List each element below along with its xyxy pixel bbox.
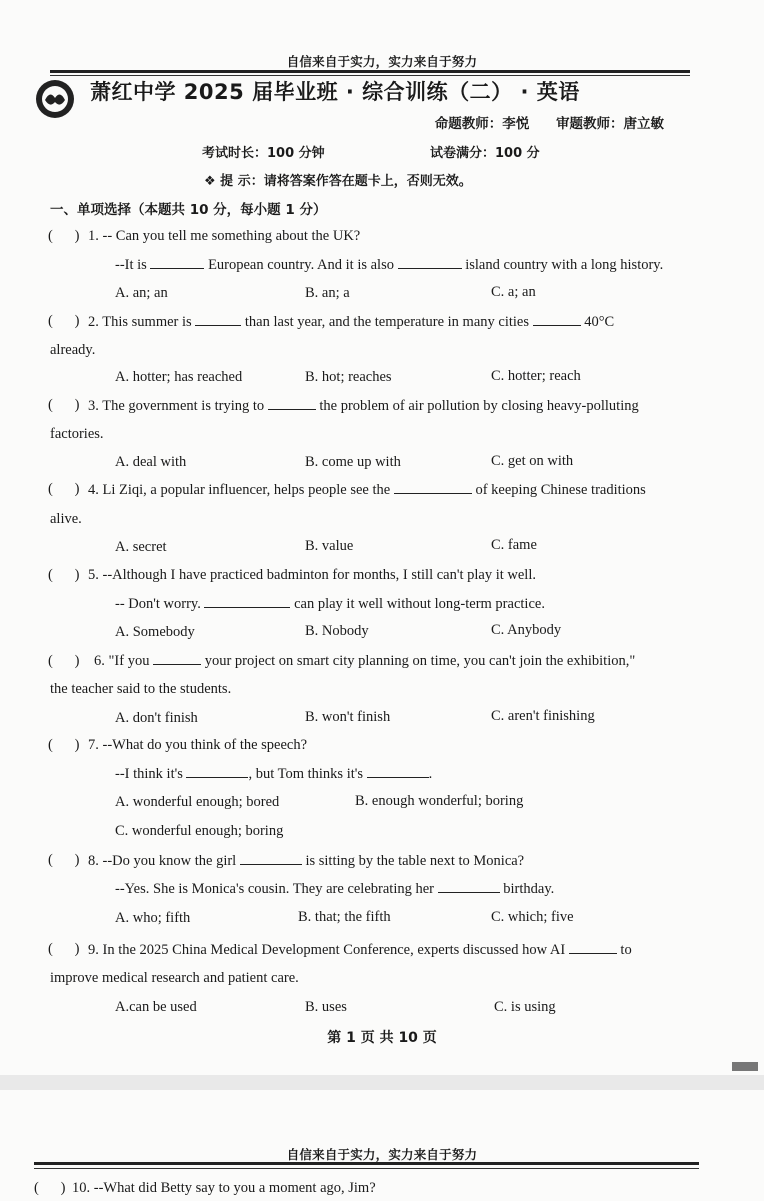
- answer-paren: ( ): [48, 228, 80, 244]
- option-b: B. enough wonderful; boring: [355, 793, 524, 809]
- blank: [394, 481, 472, 494]
- blank: [268, 397, 316, 410]
- option-c: C. aren't finishing: [491, 708, 595, 724]
- answer-paren: ( ): [48, 737, 80, 753]
- blank: [195, 313, 241, 326]
- answer-paren: ( ): [48, 852, 80, 868]
- school-logo-icon: [34, 78, 76, 120]
- option-b: B. that; the fifth: [298, 909, 391, 925]
- option-a: A. wonderful enough; bored: [115, 794, 280, 810]
- question-9: 9. In the 2025 China Medical Development Conference, experts discussed how AI to: [88, 942, 632, 958]
- motto: 自信来自于实力，实力来自于努力: [286, 1147, 478, 1162]
- option-c: C. is using: [494, 999, 556, 1015]
- option-c: C. get on with: [491, 453, 574, 469]
- qr-code-icon: [732, 1062, 758, 1071]
- blank: [398, 256, 462, 269]
- answer-paren: ( ): [48, 567, 80, 583]
- option-a: A. an; an: [115, 285, 168, 301]
- question-8: 8. --Do you know the girl is sitting by the table next to Monica?: [88, 853, 525, 869]
- answer-paren: ( ): [48, 941, 80, 957]
- question-4-line2: alive.: [50, 511, 82, 527]
- question-7: 7. --What do you think of the speech?: [88, 737, 308, 753]
- blank: [367, 765, 429, 778]
- setter-teacher: 命题教师：李悦: [434, 116, 530, 132]
- question-8-line2: --Yes. She is Monica's cousin. They are celebrating her birthday.: [115, 881, 555, 897]
- blank: [153, 652, 201, 665]
- header-rule-thin: [34, 1168, 699, 1169]
- question-1: 1. -- Can you tell me something about the UK?: [88, 228, 361, 244]
- option-a: A. deal with: [115, 454, 187, 470]
- blank: [533, 313, 581, 326]
- option-a: A. who; fifth: [115, 910, 191, 926]
- question-5: 5. --Although I have practiced badminton for months, I still can't play it well.: [88, 567, 536, 583]
- option-b: B. come up with: [305, 454, 401, 470]
- section-title: 一、单项选择（本题共 10 分，每小题 1 分）: [50, 202, 327, 218]
- question-3: 3. The government is trying to the problem of air pollution by closing heavy-polluting: [88, 398, 639, 414]
- option-c: C. wonderful enough; boring: [115, 823, 284, 839]
- option-a: A. secret: [115, 539, 167, 555]
- blank: [204, 595, 290, 608]
- blank: [240, 852, 302, 865]
- question-7-line2: --I think it's , but Tom thinks it's .: [115, 766, 433, 782]
- blank: [569, 941, 617, 954]
- option-c: C. fame: [491, 537, 537, 553]
- answer-paren: ( ): [48, 397, 80, 413]
- exam-duration: 考试时长：100 分钟: [202, 146, 325, 161]
- option-c: C. Anybody: [491, 622, 562, 638]
- exam-tip: ❖ 提 示：请将答案作答在题卡上，否则无效。: [204, 174, 472, 189]
- question-9-line2: improve medical research and patient care.: [50, 970, 299, 986]
- question-2: 2. This summer is than last year, and the temperature in many cities 40°C: [88, 314, 615, 330]
- option-c: C. a; an: [491, 284, 536, 300]
- option-a: A.can be used: [115, 999, 197, 1015]
- page-footer: 第 1 页 共 10 页: [327, 1030, 437, 1046]
- motto: 自信来自于实力，实力来自于努力: [286, 54, 478, 69]
- reviewer-teacher: 审题教师：唐立敏: [556, 116, 664, 132]
- option-b: B. hot; reaches: [305, 369, 392, 385]
- question-1-line2: --It is European country. And it is also island country with a long history.: [115, 257, 664, 273]
- option-c: C. which; five: [491, 909, 574, 925]
- teacher-info: [413, 112, 664, 132]
- question-5-line2: -- Don't worry. can play it well without long-term practice.: [115, 596, 545, 612]
- answer-paren: ( ): [48, 313, 80, 329]
- question-10: 10. --What did Betty say to you a moment ago, Jim?: [72, 1180, 376, 1196]
- answer-paren: ( ): [48, 653, 80, 669]
- header-rule: [34, 1162, 699, 1165]
- answer-paren: ( ): [34, 1180, 66, 1196]
- option-b: B. Nobody: [305, 623, 369, 639]
- header-rule: [50, 70, 690, 73]
- question-2-line2: already.: [50, 342, 96, 358]
- blank: [186, 765, 248, 778]
- blank: [150, 256, 204, 269]
- question-3-line2: factories.: [50, 426, 104, 442]
- option-b: B. an; a: [305, 285, 350, 301]
- blank: [438, 880, 500, 893]
- question-6: 6. "If you your project on smart city planning on time, you can't join the exhibition,": [94, 653, 636, 669]
- question-4: 4. Li Ziqi, a popular influencer, helps people see the of keeping Chinese traditions: [88, 482, 646, 498]
- option-a: A. hotter; has reached: [115, 369, 243, 385]
- option-a: A. Somebody: [115, 624, 195, 640]
- option-b: B. value: [305, 538, 354, 554]
- option-a: A. don't finish: [115, 710, 198, 726]
- exam-title: 萧红中学 2025 届毕业班 · 综合训练（二） · 英语: [90, 80, 580, 104]
- option-c: C. hotter; reach: [491, 368, 581, 384]
- option-b: B. won't finish: [305, 709, 391, 725]
- answer-paren: ( ): [48, 481, 80, 497]
- option-b: B. uses: [305, 999, 347, 1015]
- exam-page-2: [0, 1090, 764, 1201]
- question-6-line2: the teacher said to the students.: [50, 681, 232, 697]
- exam-full-score: 试卷满分：100 分: [430, 146, 540, 161]
